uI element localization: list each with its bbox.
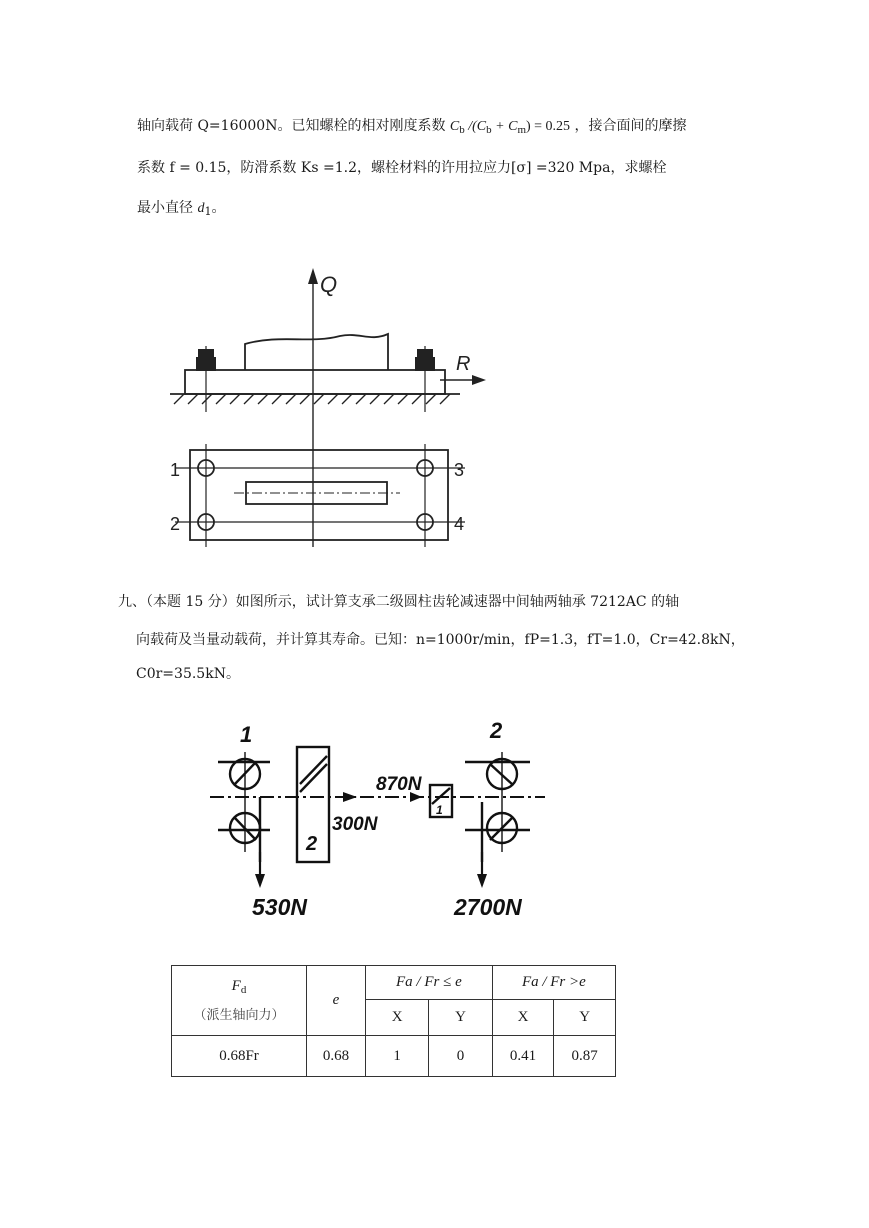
problem-9-line1: 九、（本题 15 分）如图所示，试计算支承二级圆柱齿轮减速器中间轴两轴承 7212AC 的轴 [118,594,680,610]
bolt-3-label: 3 [454,460,465,480]
problem-9-line2: 向载荷及当量动载荷，并计算其寿命。已知：n=1000r/min，fP=1.3，fT=1.0，Cr=42.8kN， [136,632,745,648]
bolt-2-label: 2 [170,514,181,534]
load-r-label: R [456,353,471,375]
problem-8-line1: 轴向载荷 Q=16000N。已知螺栓的相对刚度系数 [137,118,446,134]
y-header-1: Y [429,1000,492,1036]
bolt-4-label: 4 [454,514,465,534]
gear-2-label: 2 [306,833,318,855]
e-header-cell: e [307,966,366,1036]
x1-value-cell: 1 [366,1036,429,1077]
bearing-1-label: 1 [240,722,253,747]
load-q-label: Q [320,272,338,297]
cond-le-header: Fa / Fr ≤ e [366,966,493,1000]
axial-force-300-label: 300N [332,814,378,835]
axial-force-870-label: 870N [376,774,422,795]
gear-shaft-figure [200,712,580,927]
bearing-2-label: 2 [490,718,503,743]
stiffness-formula: $C_b$ $/(C_b + C_m) = 0.25$ [449,119,571,136]
x2-value-cell: 0.41 [492,1036,554,1077]
fd-header-cell: $F_d$ （派生轴向力） [172,966,307,1036]
bearing-coefficient-table [171,965,616,1077]
y-header-2: Y [554,1000,616,1036]
y2-value-cell: 0.87 [554,1036,616,1077]
x-header-1: X [366,1000,429,1036]
bolt-1-label: 1 [170,460,181,480]
cond-gt-header: Fa / Fr >e [492,966,615,1000]
problem-8-line1-tail: ，接合面间的摩擦 [574,118,687,134]
e-value-cell: 0.68 [307,1036,366,1077]
problem-8-line3: 最小直径 $d_1$。 [137,200,226,218]
x-header-2: X [492,1000,554,1036]
radial-force-2700-label: 2700N [454,894,522,920]
y1-value-cell: 0 [429,1036,492,1077]
problem-8-line2: 系数 f = 0.15，防滑系数 Ks =1.2，螺栓材料的许用拉应力[σ] =320 Mpa，求螺栓 [137,160,667,176]
fd-value-cell: 0.68Fr [172,1036,307,1077]
radial-force-530-label: 530N [252,894,307,920]
gear-1-label: 1 [436,803,443,817]
bolted-joint-figure [160,262,500,557]
problem-9-line3: C0r=35.5kN。 [136,666,240,682]
fd-note: （派生轴向力） [193,1008,285,1023]
